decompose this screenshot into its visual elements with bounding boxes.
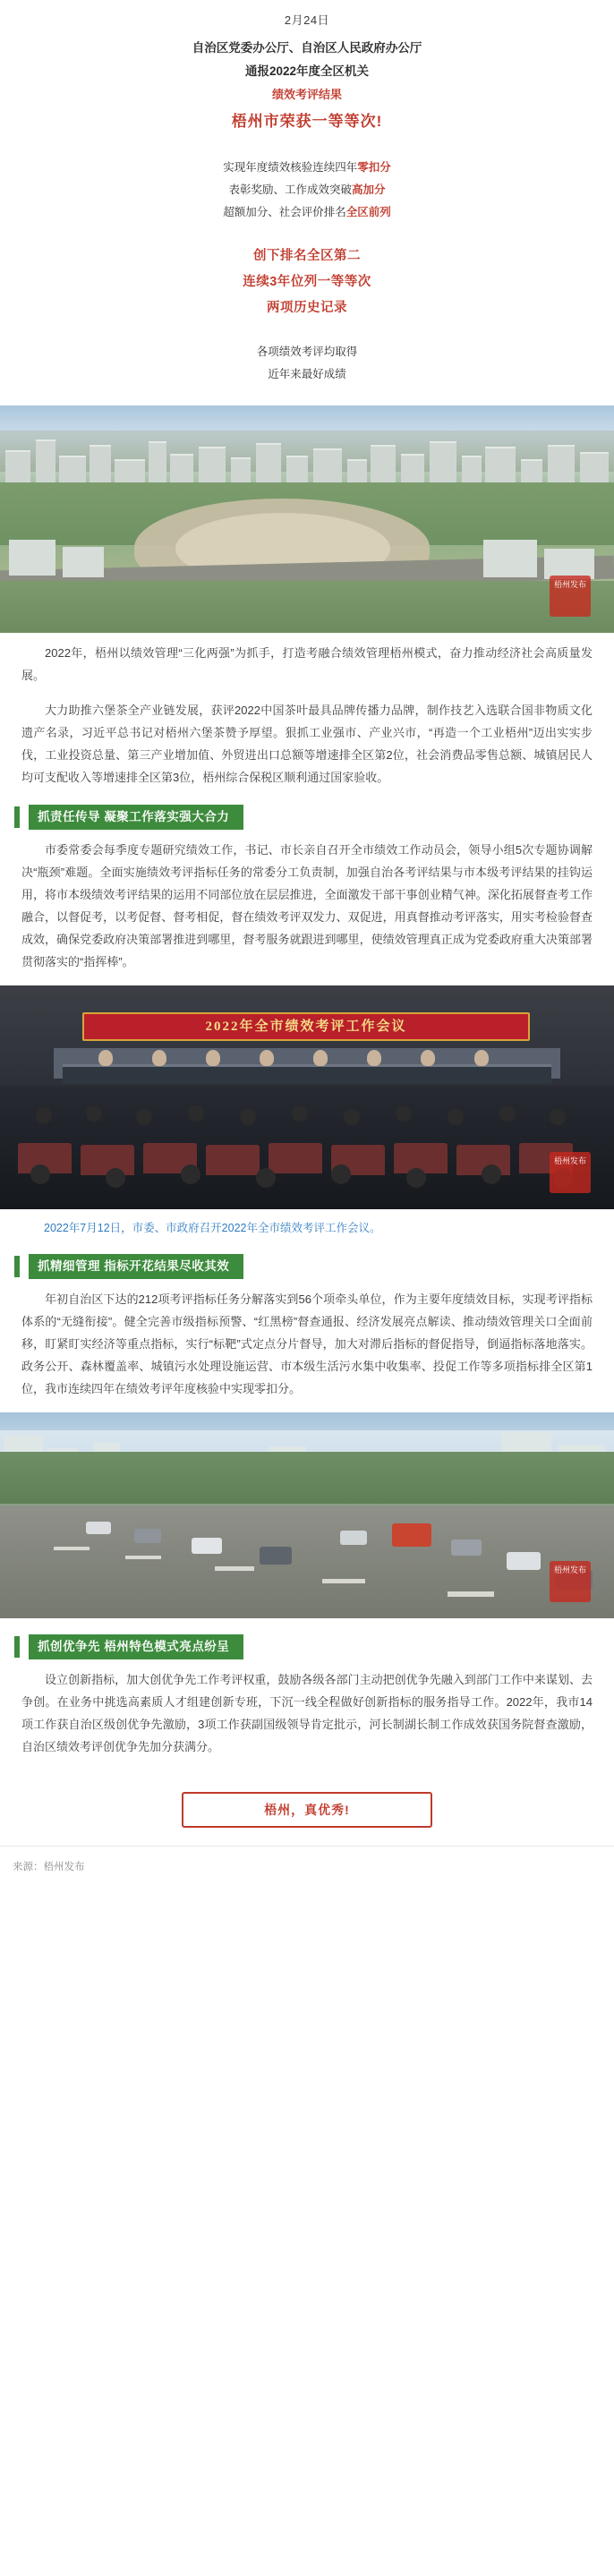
achievement-3-highlight: 全区前列 <box>345 206 391 218</box>
photo2-audience-head <box>86 1105 102 1122</box>
photo3-car <box>192 1538 222 1554</box>
achievement-row-1 <box>49 157 565 179</box>
section-heading-2 <box>0 1254 614 1279</box>
lead-line-1: 自治区党委办公厅、自治区人民政府办公厅 <box>192 41 422 55</box>
photo2-audience-head <box>188 1105 204 1122</box>
photo1-block-c <box>483 540 537 577</box>
photo2-head-table <box>63 1064 551 1084</box>
photo2-seat-row <box>206 1145 260 1175</box>
photo3-car <box>340 1531 367 1545</box>
photo3-lane-marking <box>322 1579 365 1583</box>
photo1-block-b <box>63 547 104 577</box>
photo2-seated-7 <box>421 1050 435 1066</box>
achievement-row-3 <box>49 201 565 224</box>
section-1-bar <box>14 806 20 828</box>
photo2-audience-head <box>106 1168 125 1188</box>
section-heading-1 <box>0 805 614 830</box>
photo2-audience-head <box>331 1164 351 1184</box>
photo2-audience-head <box>344 1109 360 1125</box>
photo3-trees <box>0 1452 614 1504</box>
tail-line-1: 各项绩效考评均取得 <box>256 345 358 358</box>
section-heading-3 <box>0 1634 614 1659</box>
photo2-seated-6 <box>367 1050 381 1066</box>
photo1-buildings <box>0 434 614 486</box>
photo2-audience-head <box>136 1109 152 1125</box>
photo2-audience-head <box>240 1109 256 1125</box>
footer-slogan: 梧州，真优秀! <box>182 1792 432 1828</box>
achievement-2-highlight: 高加分 <box>352 183 386 196</box>
footer <box>0 1770 614 1837</box>
photo3-lane-marking <box>54 1547 90 1550</box>
section-3-title: 抓创优争先 梧州特色模式亮点纷呈 <box>29 1634 243 1659</box>
photo2-seated-2 <box>152 1050 166 1066</box>
photo-city-plaza <box>0 405 614 633</box>
achievements-block <box>0 157 614 224</box>
lead-line-2: 通报2022年度全区机关 <box>244 64 370 78</box>
photo1-block-a <box>9 540 55 576</box>
records-block <box>0 243 614 321</box>
section-2-bar <box>14 1256 20 1277</box>
photo2-audience-head <box>396 1105 412 1122</box>
tail-block <box>0 341 614 386</box>
photo2-seated-1 <box>98 1050 113 1066</box>
photo2-audience-head <box>181 1164 200 1184</box>
record-line-2: 连续3年位列一等等次 <box>243 275 371 289</box>
photo3-lane-marking <box>125 1556 161 1559</box>
photo2-audience-head <box>448 1109 464 1125</box>
achievement-1-pre: 实现年度绩效核验连续四年 <box>223 161 358 174</box>
lead-line-3: 绩效考评结果 <box>271 88 342 101</box>
section-3-bar <box>14 1636 20 1658</box>
photo3-bus <box>392 1523 431 1547</box>
intro-paragraph-2: 大力助推六堡茶全产业链发展，获评2022中国茶叶最具品牌传播力品牌，制作技艺入选联合国非物质文化遗产名录，习近平总书记对梧州六堡茶赞予厚望。狠抓工业强市、产业兴市，“再造一个工业梧州”迈出实实步伐，工业投资总量、第三产业增加值、外贸进出口总额等增速排全区第2位，社会消费品零售总额、城镇居民人均可支配收入等增速排全区第3位，梧州综合保税区顺利通过国家验收。 <box>21 704 593 784</box>
section-2-title: 抓精细管理 指标开花结果尽收其效 <box>29 1254 243 1279</box>
section-2-paragraph-1: 年初自治区下达的212项考评指标任务分解落实到56个项牵头单位，作为主要年度绩效目标，实现考评指标体系的“无缝衔接”。健全完善市级指标预警、“红黑榜”督查通报、经济发展亮点解读、推动绩效管理关口全面前移，盯紧盯实经济等重点指标，实行“标靶”式定点分片督导，加大对滞后指标的督促指导，倒逼指标落地落实。政务公开、森林覆盖率、城镇污水处理设施运营、市本级生活污水集中收集率、投促工作等多项指标排全区第1位，我市连续四年在绩效考评年度核验中实现零扣分。 <box>21 1292 593 1395</box>
achievement-row-2 <box>49 179 565 201</box>
photo3-lane-marking <box>215 1566 254 1571</box>
achievement-2-pre: 表彰奖励、工作成效突破 <box>228 183 352 196</box>
photo3-car <box>507 1552 541 1570</box>
photo2-audience-head <box>36 1107 52 1123</box>
photo2-seated-5 <box>313 1050 328 1066</box>
tail-line-2: 近年来最好成绩 <box>268 368 346 380</box>
source-label: 来源：梧州发布 <box>13 1862 85 1872</box>
photo3-lane-marking <box>448 1591 494 1597</box>
record-line-1: 创下排名全区第二 <box>253 249 361 263</box>
photo2-seated-8 <box>474 1050 489 1066</box>
lead-highlight: 梧州市荣获一等等次! <box>231 113 383 130</box>
section-1-title: 抓责任传导 凝聚工作落实强大合力 <box>29 805 243 830</box>
photo3-car <box>451 1540 482 1556</box>
photo3-car <box>260 1547 292 1565</box>
section-1-paragraph-1: 市委常委会每季度专题研究绩效工作，书记、市长亲自召开全市绩效工作动员会，领导小组5次专题协调解决“瓶颈”难题。全面实施绩效考评指标任务的常委分工负责制，加强自治各考评结果与市本级考评结果的挂钩运用，将市本级绩效考评结果的运用不同部位放在层层推进，全面激发干部干事创业精气神。深化拓展督查考工作融合，以督促考，以考促督、督考相促，督在绩效考评双发力、双促进，用真督推动考评落实，用实考检验督查成效，确保党委政府决策部署推进到哪里，督考服务就跟进到哪里，使绩效管理真正成为党委政府重大决策部署贯彻落实的“指挥棒”。 <box>21 843 593 968</box>
record-line-3: 两项历史记录 <box>267 301 347 315</box>
photo2-audience-head <box>550 1109 566 1125</box>
lead-block <box>0 37 614 137</box>
photo3-car <box>86 1522 111 1534</box>
photo2-audience-head <box>406 1168 426 1188</box>
photo2-audience-head <box>30 1164 50 1184</box>
intro-paragraph-1: 2022年，梧州以绩效管理“三化两强”为抓手，打造考融合绩效管理梧州模式，奋力推动经济社会高质量发展。 <box>21 646 593 682</box>
photo2-seat-row <box>269 1143 322 1173</box>
photo2-audience-head <box>256 1168 276 1188</box>
photo1-block-d <box>544 549 594 579</box>
photo-conference <box>0 985 614 1209</box>
achievement-1-highlight: 零扣分 <box>357 161 391 174</box>
photo2-audience-head <box>482 1164 501 1184</box>
photo2-seated-3 <box>206 1050 220 1066</box>
photo2-audience-head <box>292 1105 308 1122</box>
achievement-3-pre: 超额加分、社会评价排名 <box>223 206 346 218</box>
photo2-audience-head <box>499 1105 516 1122</box>
photo2-seated-4 <box>260 1050 274 1066</box>
photo-conference-caption: 2022年7月12日，市委、市政府召开2022年全市绩效考评工作会议。 <box>44 1222 381 1234</box>
photo1-watermark: 梧州发布 <box>550 576 591 617</box>
photo3-watermark: 梧州发布 <box>550 1561 591 1602</box>
photo2-banner-text: 2022年全市绩效考评工作会议 <box>82 1012 530 1041</box>
photo1-foreground <box>0 581 614 633</box>
photo-city-street <box>0 1412 614 1618</box>
publish-date: 2月24日 <box>284 13 330 27</box>
section-3-paragraph-1: 设立创新指标，加大创优争先工作考评权重，鼓励各级各部门主动把创优争先融入到部门工作中来谋划、去争创。在业务中挑选高素质人才组建创新专班，下沉一线全程做好创新指标的服务指导工作。2022年，我市14项工作获自治区级创优争先激励，3项工作获副国级领导肯定批示，河长制湖长制工作成效获国务院督查激励，自治区绩效考评创优争先加分获满分。 <box>21 1673 593 1753</box>
photo2-watermark: 梧州发布 <box>550 1152 591 1193</box>
photo3-car <box>134 1529 161 1543</box>
